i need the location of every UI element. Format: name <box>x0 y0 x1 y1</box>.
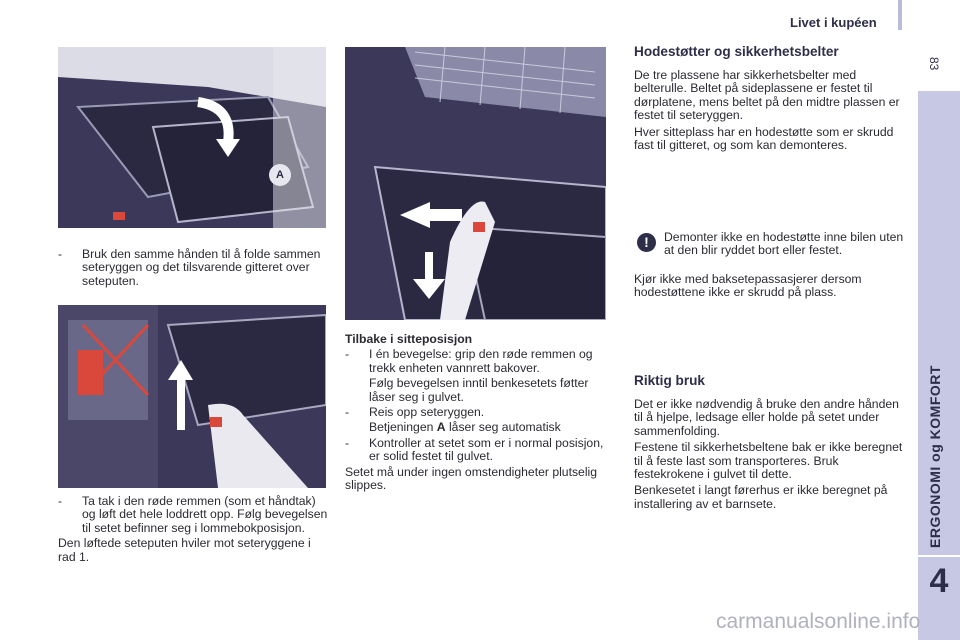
callout-a: A <box>276 169 284 181</box>
watermark: carmanualsonline.info <box>716 610 921 633</box>
section-title: Livet i kupéen <box>790 15 877 30</box>
proper-use-heading: Riktig bruk <box>634 373 705 388</box>
figure-return-seat-drawing <box>345 47 606 320</box>
page-number: 83 <box>927 57 941 71</box>
figure-lift-seat-drawing <box>58 305 326 488</box>
proper-use-p3: Benkesetet i langt førerhus er ikke beregnet på installering av et barnsete. <box>634 483 888 511</box>
lift-instruction: Ta tak i den røde remmen (som et håndtak) og løft det hele loddrett opp. Følg bevegelsen til setet befinner seg i lommebokposisjon. <box>82 494 328 535</box>
figure-fold-backrest <box>58 47 326 228</box>
col3-top <box>634 44 904 155</box>
return-step-2-sub <box>369 421 615 434</box>
figure-lift-seat <box>58 305 326 488</box>
dash-1: - <box>58 247 63 261</box>
return-step-1-sub: Følg bevegelsen inntil benkesetets føtter låser seg i gulvet. <box>369 376 589 404</box>
fold-instruction: Bruk den samme hånden til å folde sammen seteryggen og det tilsvarende gitteret over seteputen. <box>82 247 321 288</box>
rest-note: Den løftede seteputen hviler mot seteryggene i rad 1. <box>58 536 311 564</box>
return-step-2: Reis opp seteryggen. <box>369 405 485 420</box>
dash-2: - <box>58 494 63 508</box>
col3-bottom <box>634 373 904 514</box>
headrest-paragraph: Hver sitteplass har en hodestøtte som er skrudd fast til gitteret, og som kan demonteres. <box>634 124 894 153</box>
belts-paragraph: De tre plassene har sikkerhetsbelter med belterulle. Beltet på sideplassene er festet til dørplatene, mens beltet på den midtre plassen er festet til seteryggen. <box>634 68 900 123</box>
figure-return-seat <box>345 47 606 320</box>
header-rule <box>898 0 902 30</box>
col2-text <box>345 333 615 495</box>
return-step-3: Kontroller at setet som er i normal posisjon, er solid festet til gulvet. <box>369 435 604 464</box>
chapter-number: 4 <box>929 562 949 600</box>
warning-icon: ! <box>637 233 656 252</box>
return-step-1: I én bevegelse: grip den røde remmen og trekk enheten vannrett bakover. <box>369 347 593 375</box>
lock-prefix: Betjeningen <box>369 420 437 435</box>
dash-4: - <box>345 405 350 420</box>
proper-use-p1: Det er ikke nødvendig å bruke den andre hånden til å hjelpe, ledsage eller holde på setet under sammenfolding. <box>634 397 899 438</box>
no-passengers-note: Kjør ikke med baksetepassasjerer dersom hodestøttene ikke er skrudd på plass. <box>634 272 862 300</box>
figure-fold-backrest-drawing <box>58 47 326 228</box>
headrest-heading: Hodestøtter og sikkerhetsbelter <box>634 44 839 59</box>
warning-text: Demonter ikke en hodestøtte inne bilen uten at den blir ryddet bort eller festet. <box>664 230 904 258</box>
return-heading: Tilbake i sitteposisjon <box>345 332 473 346</box>
lock-suffix: låser seg automatisk <box>445 420 561 435</box>
dash-3: - <box>345 347 350 362</box>
col1-bullet-2-block <box>58 495 328 567</box>
drop-warning: Setet må under ingen omstendigheter plutselig slippes. <box>345 464 598 493</box>
sidebar-divider <box>918 555 960 557</box>
proper-use-p2: Festene til sikkerhetsbeltene bak er ikke beregnet til å feste last som transporteres. Bruk festekrokene i gulvet til dette. <box>634 440 903 482</box>
dash-5: - <box>345 435 350 450</box>
col1-bullet-1 <box>58 248 328 290</box>
lock-callout: A <box>436 420 446 435</box>
chapter-label: ERGONOMI og KOMFORT <box>927 365 943 548</box>
